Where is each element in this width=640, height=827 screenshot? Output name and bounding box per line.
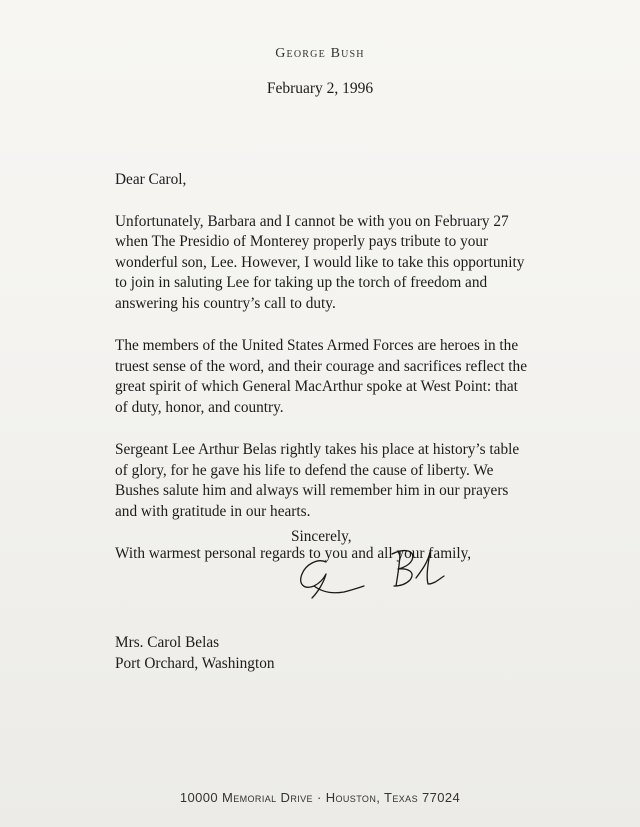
paragraph-line: Bushes salute him and always will remember him in our prayers: [115, 482, 509, 499]
paragraph-line: of duty, honor, and country.: [115, 398, 284, 416]
paragraph-1: [115, 212, 535, 315]
paragraph-line: With warmest personal regards to you and all your family,: [115, 545, 472, 562]
paragraph-line: great spirit of which General MacArthur spoke at West Point: that: [115, 378, 518, 395]
letterhead-name: George Bush: [275, 46, 365, 61]
closing: Sincerely,: [291, 528, 352, 545]
paragraph-line: to join in saluting Lee for taking up the torch of freedom and: [115, 274, 488, 291]
paragraph-line: answering his country’s call to duty.: [115, 294, 336, 312]
recipient-name: Mrs. Carol Belas: [115, 634, 220, 651]
paragraph-line: Unfortunately, Barbara and I cannot be with you on February 27: [115, 212, 509, 230]
paragraph-line: wonderful son, Lee. However, I would like to take this opportunity: [115, 253, 525, 271]
recipient-block: [115, 633, 275, 674]
paragraph-line: truest sense of the word, and their courage and sacrifices reflect the: [115, 357, 527, 375]
letter-body: [115, 170, 535, 565]
paragraph-line: The members of the United States Armed Forces are heroes in the: [115, 337, 519, 354]
salutation: Dear Carol,: [115, 171, 187, 188]
paragraph-line: Sergeant Lee Arthur Belas rightly takes his place at history’s table: [115, 441, 520, 458]
paragraph-line: and with gratitude in our hearts.: [115, 502, 311, 520]
signature: [288, 540, 468, 610]
paragraph-line: when The Presidio of Monterey properly pays tribute to your: [115, 233, 489, 250]
recipient-location: Port Orchard, Washington: [115, 654, 275, 672]
letter-date: February 2, 1996: [266, 80, 374, 97]
paragraph-line: of glory, for he gave his life to defend the cause of liberty. We: [115, 461, 494, 479]
footer-address: 10000 Memorial Drive · Houston, Texas 77024: [179, 790, 461, 805]
paragraph-3: [115, 440, 535, 522]
paragraph-2: [115, 336, 535, 418]
